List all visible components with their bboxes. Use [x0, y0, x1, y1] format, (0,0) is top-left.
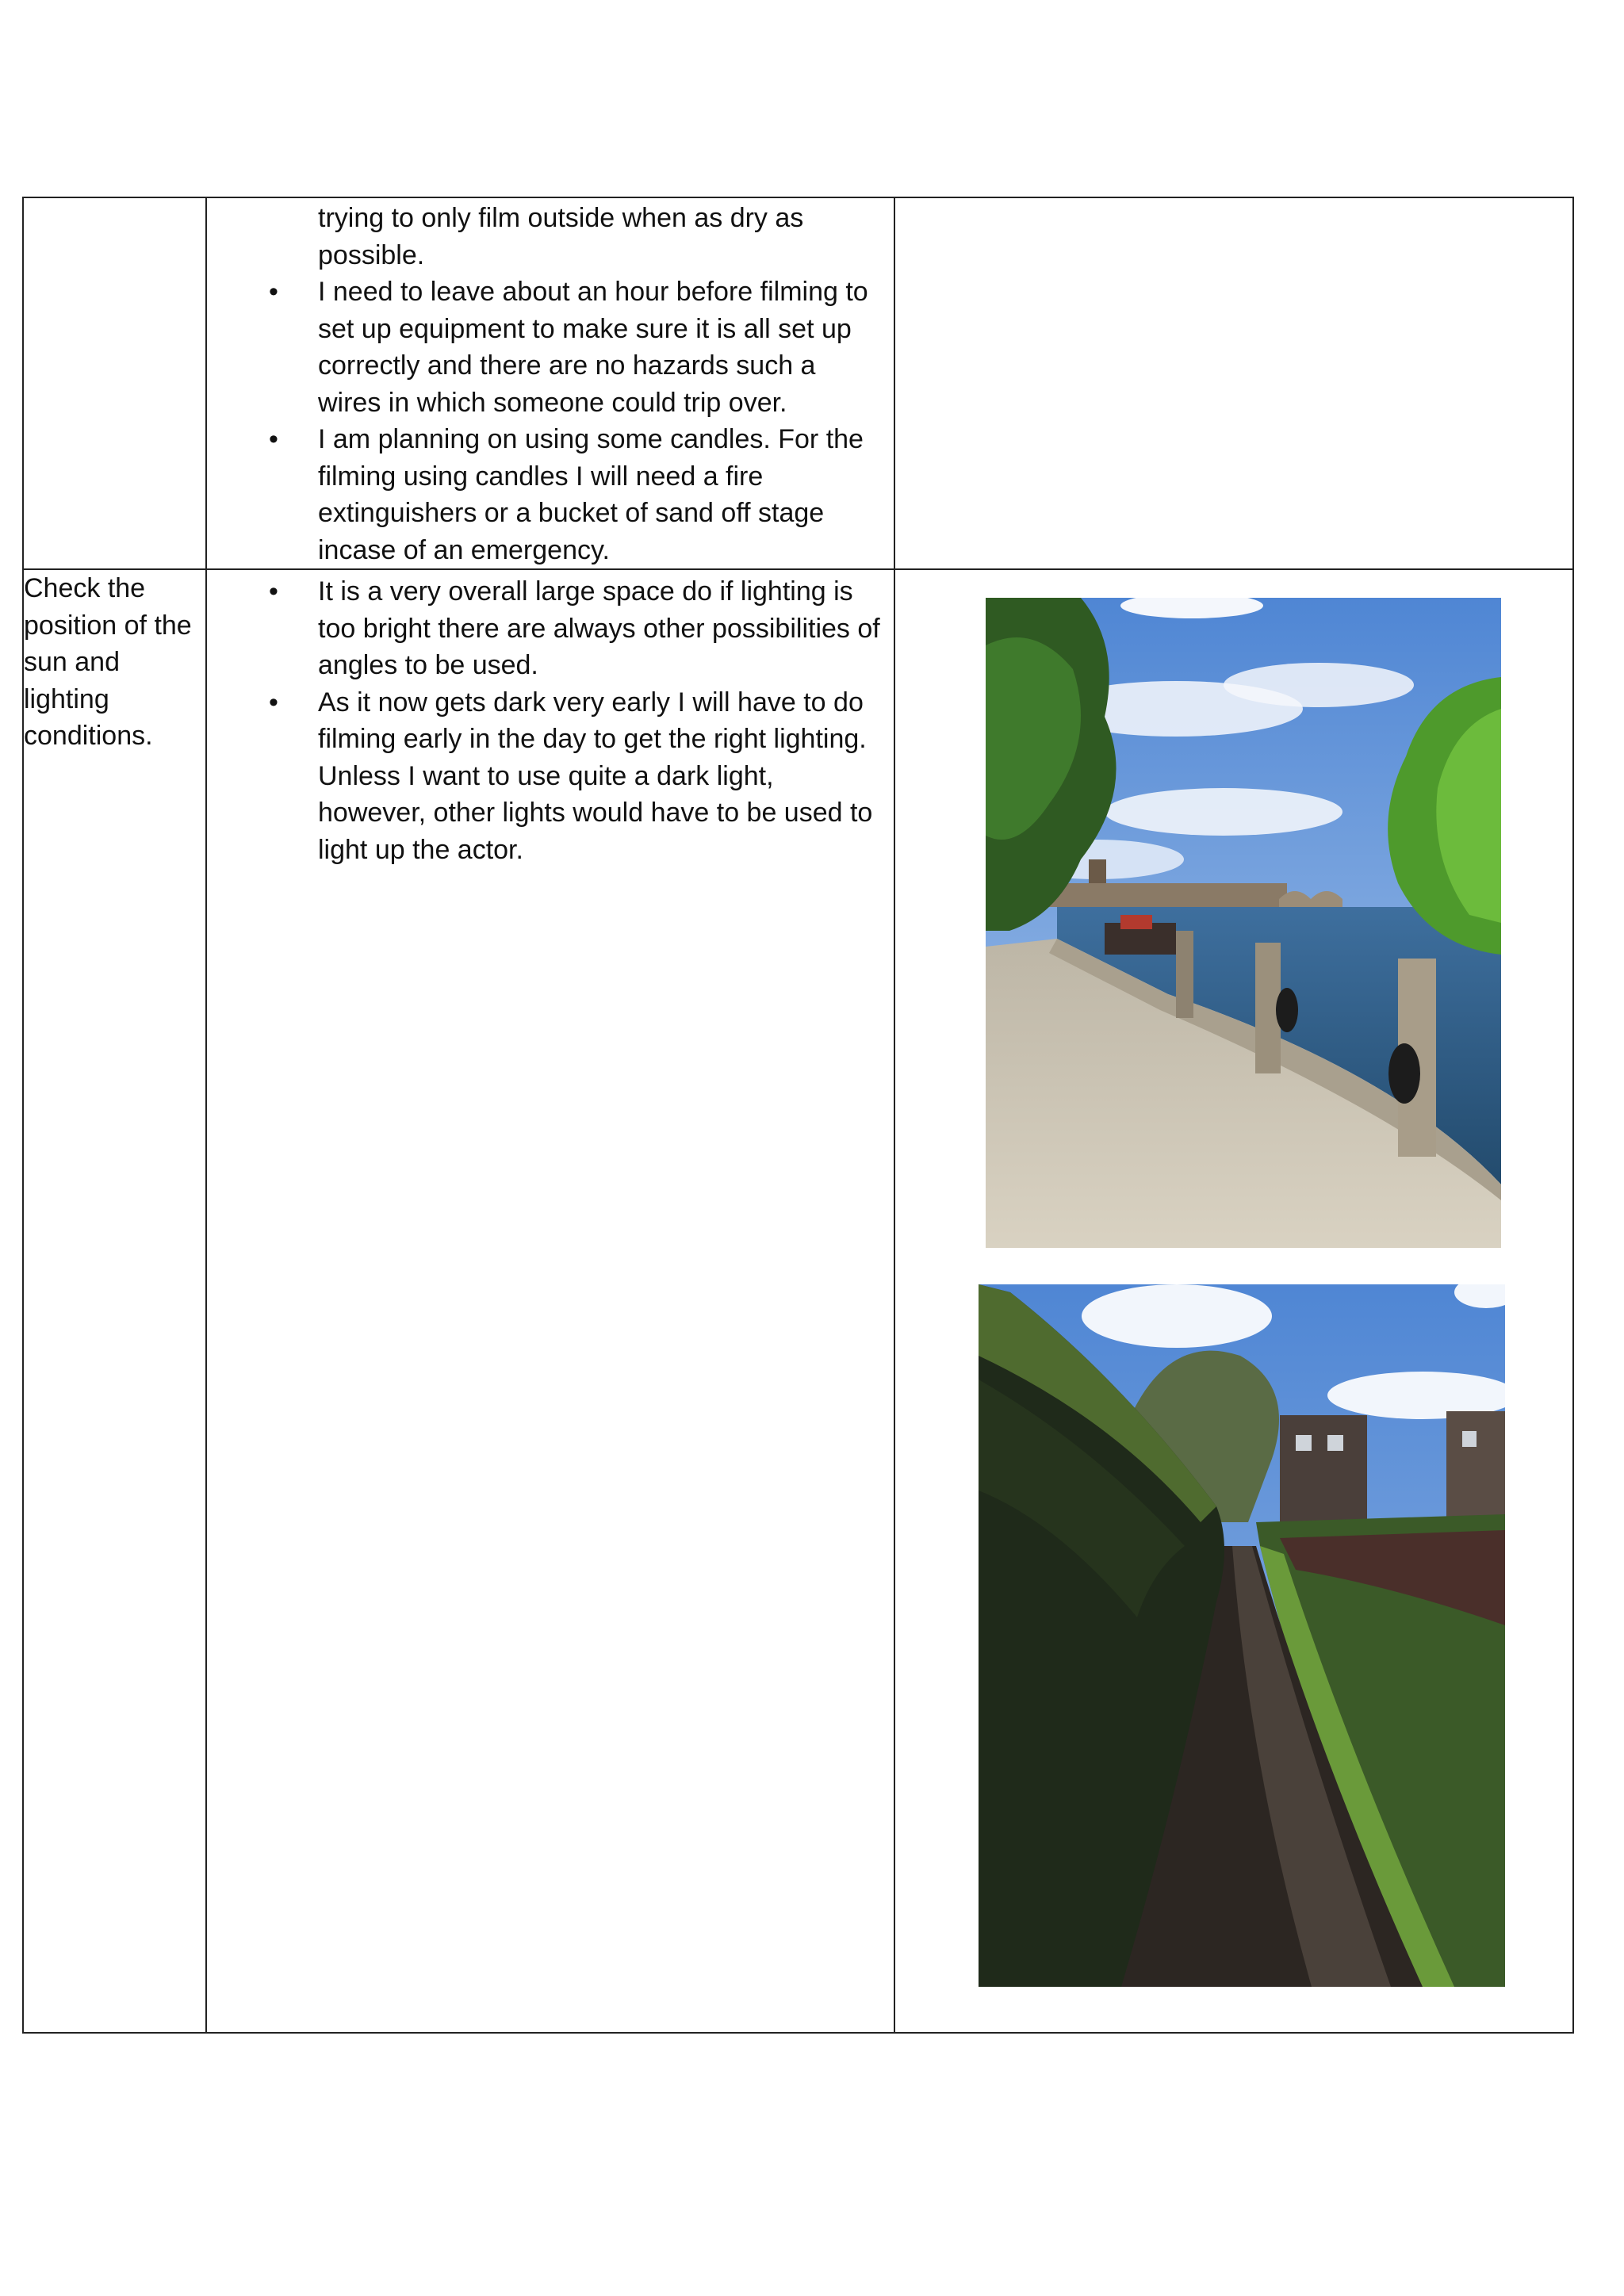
hedge-photo-drawing — [979, 1284, 1505, 1987]
image-cell — [894, 197, 1573, 569]
list-item: • I am planning on using some candles. For the filming using candles I will need a fire extinguishers or a bucket of sand off stage incase of an emergency. — [207, 421, 886, 568]
hedge-path-photo — [979, 1284, 1505, 1987]
riverside-path-photo — [986, 598, 1501, 1248]
table-row — [23, 197, 1573, 569]
hazard-cell — [23, 197, 206, 569]
list-item: trying to only film outside when as dry as possible. — [318, 203, 804, 270]
precaution-cell — [206, 569, 894, 2033]
hazard-cell: Check the position of the sun and lighting conditions. — [23, 569, 206, 2033]
list-item: • I need to leave about an hour before filming to set up equipment to make sure it is all set up correctly and there are no hazards such a wires in which someone could trip over. — [207, 274, 886, 421]
list-item: • As it now gets dark very early I will have to do filming early in the day to get the right lighting. Unless I want to use quite a dark light, however, other lights would have to be used to light up the actor. — [207, 684, 886, 869]
precaution-cell — [206, 197, 894, 569]
precaution-list — [207, 570, 894, 868]
riverside-photo-drawing — [986, 598, 1501, 1248]
list-item: • It is a very overall large space do if lighting is too bright there are always other possibilities of angles to be used. — [207, 573, 886, 684]
precaution-list — [207, 198, 894, 568]
